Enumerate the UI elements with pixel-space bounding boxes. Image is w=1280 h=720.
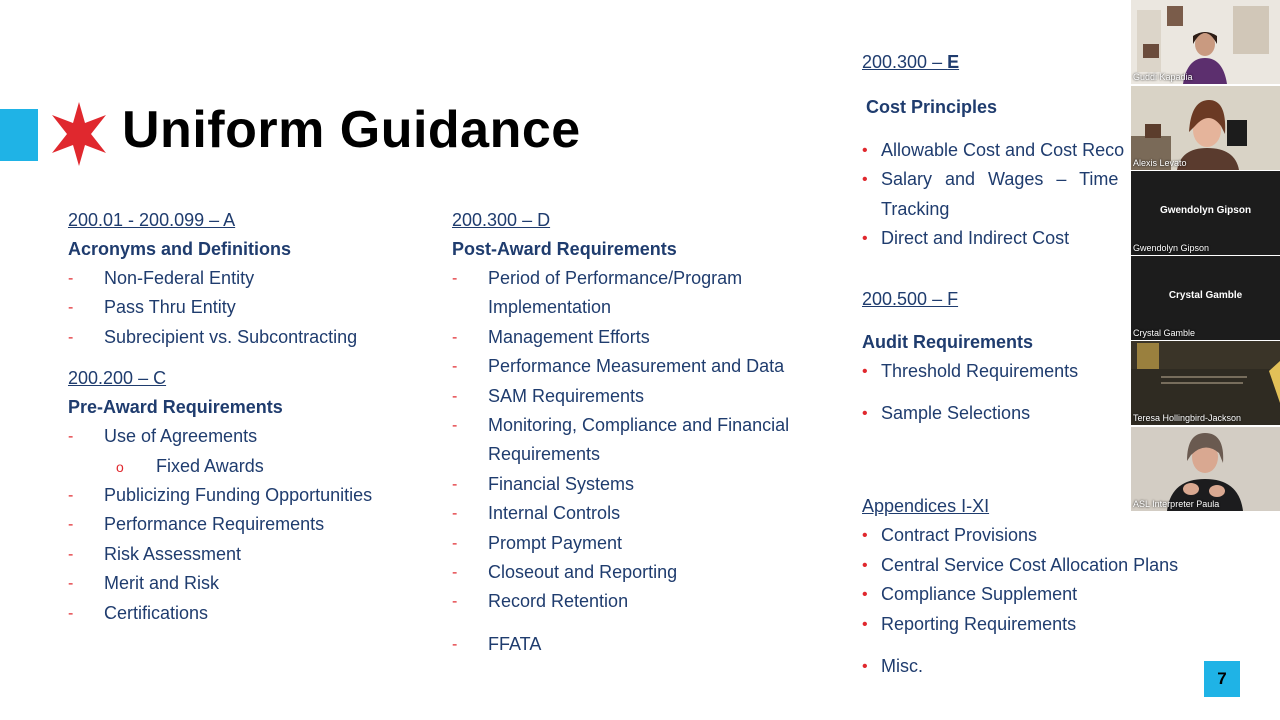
sub-list-item: o Fixed Awards [116, 455, 264, 476]
list-item: • Central Service Cost Allocation Plans [862, 554, 1179, 575]
list-item: - SAM Requirements [452, 385, 645, 406]
accent-bar [0, 109, 38, 161]
list-item: - Subrecipient vs. Subcontracting [68, 326, 358, 347]
participant-name: Teresa Hollingbird-Jackson [1133, 413, 1242, 423]
section-heading-d: Post-Award Requirements [452, 239, 677, 259]
section-link-f[interactable]: 200.500 – F [862, 288, 959, 309]
list-item: - Closeout and Reporting [452, 562, 678, 583]
list-item: - FFATA [452, 633, 542, 654]
participant-tile[interactable] [1131, 0, 1280, 84]
column-a [68, 206, 372, 628]
participant-tile[interactable] [1131, 86, 1280, 170]
participant-name: Crystal Gamble [1133, 328, 1196, 338]
list-item: • Threshold Requirements [862, 360, 1079, 381]
list-item: - Performance Measurement and Data [452, 356, 785, 377]
participant-tile[interactable] [1131, 341, 1280, 425]
list-item: - Financial Systems [452, 473, 635, 494]
participant-name: Alexis Levato [1133, 158, 1187, 168]
list-item: • Allowable Cost and Cost Reco [862, 140, 1125, 160]
column-d [452, 206, 789, 659]
page-number: 7 [1204, 661, 1240, 697]
list-item: - Monitoring, Compliance and Financial Requirements [452, 415, 790, 465]
section-heading-f: Audit Requirements [862, 331, 1034, 352]
list-item: • Sample Selections [862, 403, 1031, 424]
participant-name: ASL Interpreter Paula [1133, 499, 1220, 509]
participant-tile[interactable] [1131, 171, 1280, 255]
section-heading-a: Acronyms and Definitions [68, 239, 292, 259]
section-link-appendices[interactable]: Appendices I-XI [862, 496, 990, 517]
list-item: • Salary and Wages – Time Tracking [862, 169, 1119, 219]
list-item: • Misc. [862, 656, 923, 677]
list-item: - Record Retention [452, 591, 629, 612]
section-link-c[interactable]: 200.200 – C [68, 368, 167, 389]
participant-name: Guddi Kapadia [1133, 72, 1193, 82]
section-heading-c: Pre-Award Requirements [68, 397, 283, 418]
list-item: - Publicizing Funding Opportunities [68, 485, 373, 506]
participant-display-name: Crystal Gamble [1168, 290, 1243, 301]
list-item: • Contract Provisions [862, 525, 1038, 546]
participant-tile[interactable] [1131, 256, 1280, 340]
list-item: - Certifications [68, 602, 209, 623]
star-icon [48, 100, 110, 168]
list-item: - Management Efforts [452, 326, 650, 347]
section-link-e[interactable]: 200.300 – E [862, 52, 960, 72]
list-item: - Pass Thru Entity [68, 297, 236, 318]
list-item: - Merit and Risk [68, 573, 220, 594]
list-item: • Direct and Indirect Cost [862, 228, 1070, 249]
section-heading-e: Cost Principles [866, 97, 998, 117]
participant-display-name: Gwendolyn Gipson [1159, 205, 1252, 216]
list-item: - Internal Controls [452, 503, 621, 524]
participant-video-strip [1131, 0, 1280, 512]
section-link-a[interactable]: 200.01 - 200.099 – A [68, 210, 236, 230]
list-item: • Reporting Requirements [862, 613, 1077, 634]
list-item: - Prompt Payment [452, 532, 623, 553]
list-item: - Use of Agreements [68, 426, 258, 447]
participant-name: Gwendolyn Gipson [1133, 243, 1210, 253]
participant-tile[interactable] [1131, 427, 1280, 511]
slide-title: Uniform Guidance [122, 101, 581, 159]
list-item: - Performance Requirements [68, 514, 325, 535]
list-item: - Non-Federal Entity [68, 268, 255, 288]
section-link-d[interactable]: 200.300 – D [452, 210, 551, 230]
list-item: - Risk Assessment [68, 543, 242, 564]
list-item: • Compliance Supplement [862, 584, 1078, 605]
list-item: - Period of Performance/Program Implementation [452, 268, 743, 318]
